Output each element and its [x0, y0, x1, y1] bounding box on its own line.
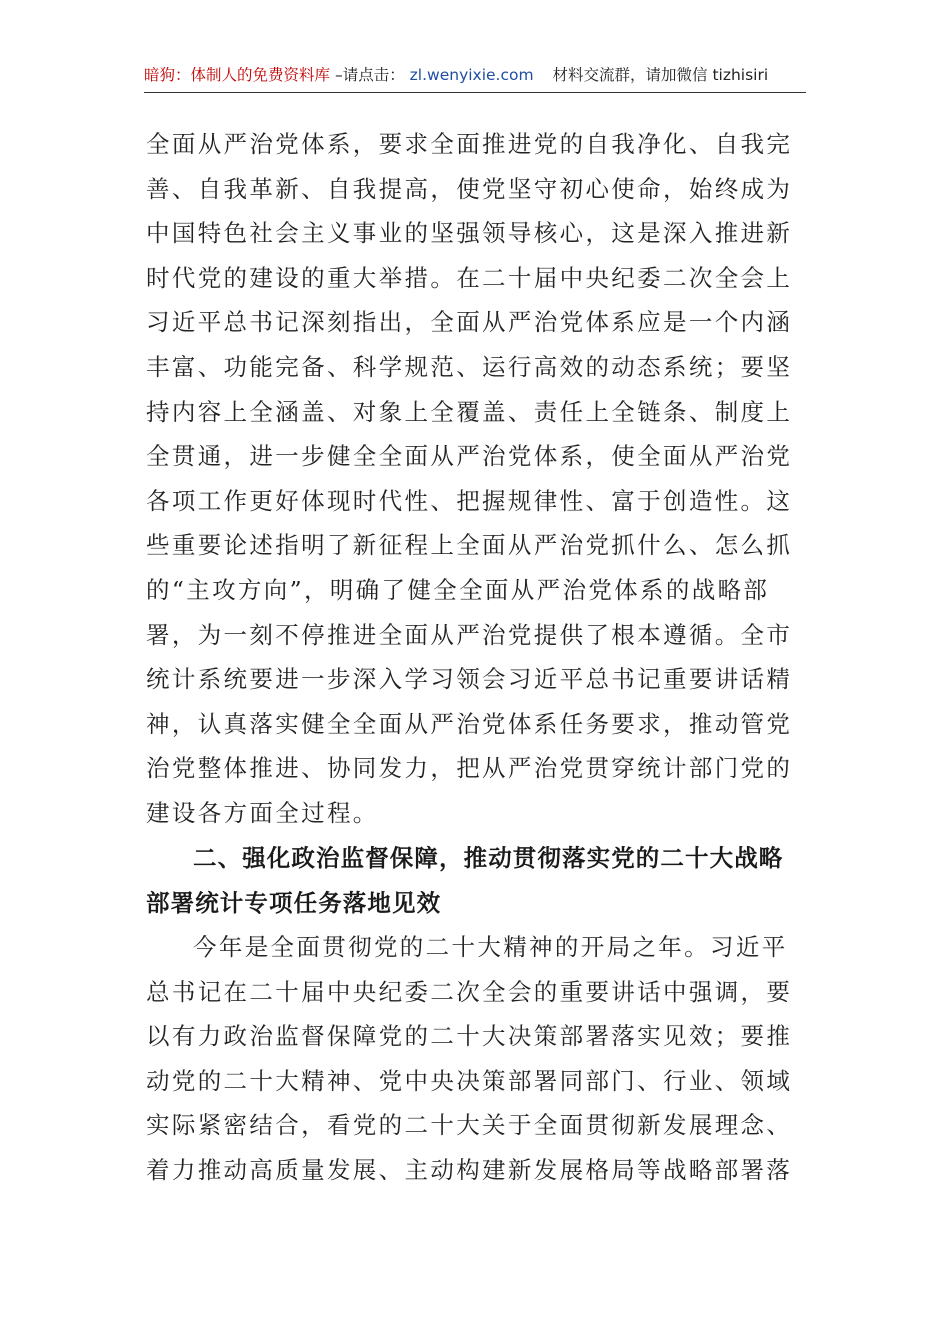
header-prompt: –请点击：	[334, 66, 405, 84]
header-brand: 暗狗：体制人的免费资料库	[144, 66, 331, 84]
paragraph-1: 全面从严治党体系，要求全面推进党的自我净化、自我完善、自我革新、自我提高，使党坚守初心使命，始终成为中国特色社会主义事业的坚强领导核心，这是深入推进新时代党的建设的重大举措。在二十届中央纪委二次全会上习近平总书记深刻指出，全面从严治党体系应是一个内涵丰富、功能完备、科学规范、运行高效的动态系统；要坚持内容上全涵盖、对象上全覆盖、责任上全链条、制度上全贯通，进一步健全全面从严治党体系，使全面从严治党各项工作更好体现时代性、把握规律性、富于创造性。这些重要论述指明了新征程上全面从严治党抓什么、怎么抓的“主攻方向”，明确了健全全面从严治党体系的战略部署，为一刻不停推进全面从严治党提供了根本遵循。全市统计系统要进一步深入学习领会习近平总书记重要讲话精神，认真落实健全全面从严治党体系任务要求，推动管党治党整体推进、协同发力，把从严治党贯穿统计部门党的建设各方面全过程。	[146, 130, 793, 827]
header-link[interactable]: zl.wenyixie.com	[409, 66, 534, 84]
paragraph-2: 今年是全面贯彻党的二十大精神的开局之年。习近平总书记在二十届中央纪委二次全会的重要讲话中强调，要以有力政治监督保障党的二十大决策部署落实见效；要推动党的二十大精神、党中央决策部署同部门、行业、领域实际紧密结合，看党的二十大关于全面贯彻新发展理念、着力推动高质量发展、主动构建新发展格局等战略部署落	[146, 933, 793, 1184]
section-heading: 二、强化政治监督保障，推动贯彻落实党的二十大战略部署统计专项任务落地见效	[146, 844, 784, 917]
header-contact: 材料交流群，请加微信 tizhisiri	[552, 66, 769, 84]
page-header	[144, 60, 806, 93]
